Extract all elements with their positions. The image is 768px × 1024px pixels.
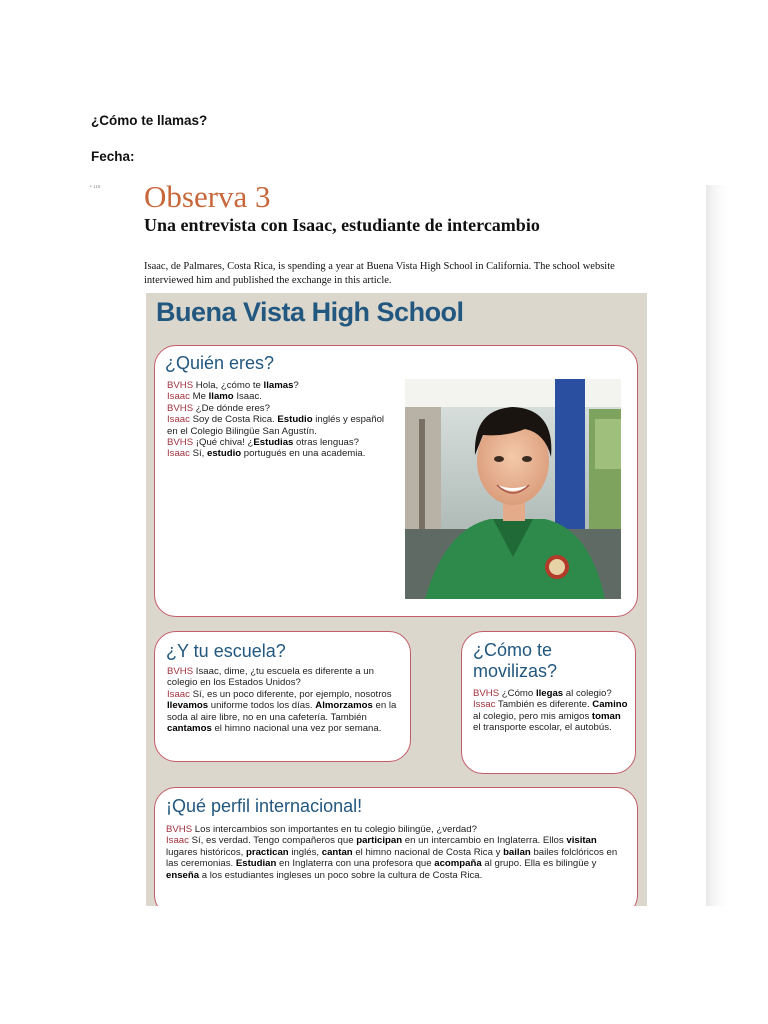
school-name-header: Buena Vista High School [156, 297, 464, 327]
card-como-te-movilizas [461, 631, 636, 774]
article-subtitle: Una entrevista con Isaac, estudiante de intercambio [144, 215, 540, 235]
dialogue-line [473, 699, 628, 733]
dialogue [167, 380, 395, 460]
speaker-label: Isaac [166, 835, 189, 847]
dialogue-line [166, 824, 628, 835]
line-text: Hola, ¿cómo te llamas? [193, 380, 299, 391]
speaker-label: BVHS [167, 666, 194, 677]
card-heading: ¿Quién eres? [165, 353, 275, 373]
speaker-label: BVHS [166, 824, 193, 835]
card-heading: ¡Qué perfil internacional! [166, 796, 363, 816]
dialogue [167, 666, 401, 734]
page-number: • 110 [90, 185, 101, 190]
dialogue-line [167, 448, 395, 459]
intro-paragraph: Isaac, de Palmares, Costa Rica, is spending a year at Buena Vista High School in California. The school website interviewed him and published the exchange in this article. [144, 261, 615, 286]
section-title: Observa 3 [144, 185, 271, 214]
speaker-label: BVHS [167, 437, 194, 449]
card-heading: ¿Y tu escuela? [166, 641, 286, 661]
speaker-label: Issac [473, 699, 496, 711]
dialogue-line [167, 380, 395, 391]
student-portrait-image [405, 379, 621, 599]
dialogue-line [167, 391, 395, 402]
speaker-label: Isaac [167, 688, 190, 700]
line-text: Me llamo Isaac. [189, 391, 262, 403]
school-website-panel [146, 293, 647, 906]
line-text: Los intercambios son importantes en tu colegio bilingüe, ¿verdad? [192, 824, 477, 835]
speaker-label: BVHS [473, 688, 500, 699]
date-label: Fecha: [91, 149, 135, 164]
card-quien-eres [154, 345, 638, 617]
card-perfil-internacional [154, 787, 638, 906]
card-tu-escuela [154, 631, 411, 762]
line-text: ¡Qué chiva! ¿Estudias otras lenguas? [193, 437, 359, 449]
page-shadow-edge [706, 185, 728, 906]
card-heading: ¿Cómo te movilizas? [473, 640, 558, 681]
line-text: Isaac, dime, ¿tu escuela es diferente a un colegio en los Estados Unidos? [167, 666, 374, 689]
speaker-label: BVHS [167, 380, 194, 391]
dialogue-line [167, 689, 401, 735]
dialogue-line [167, 403, 395, 414]
line-text: Soy de Costa Rica. Estudio inglés y español en el Colegio Bilingüe San Agustín. [167, 414, 385, 437]
dialogue-line [167, 414, 395, 437]
student-photo [405, 379, 621, 599]
dialogue [166, 824, 628, 881]
dialogue-line [166, 835, 628, 881]
dialogue-line [167, 437, 395, 448]
dialogue-line [167, 666, 401, 689]
dialogue [473, 688, 628, 734]
question-prompt: ¿Cómo te llamas? [91, 113, 208, 128]
line-text: ¿De dónde eres? [193, 402, 270, 414]
scanned-textbook-page [90, 185, 707, 906]
speaker-label: BVHS [167, 402, 194, 414]
speaker-label: Isaac [167, 448, 190, 460]
line-text: Sí, es verdad. Tengo compañeros que participan en un intercambio en Inglaterra. Ellos visitan lugares históricos, practican inglés, cantan el himno nacional de Costa Rica y bailan bailes folclóricos en las ceremonias. Estudian en Inglaterra con una profesora que acompaña al grupo. Ella es bilingüe y enseña a los estudiantes ingleses un poco sobre la cultura de Costa Rica. [166, 835, 618, 881]
line-text: Sí, estudio portugués en una academia. [189, 448, 366, 460]
line-text: También es diferente. Camino al colegio, pero mis amigos toman el transporte escolar, el autobús. [473, 699, 628, 734]
line-text: ¿Cómo llegas al colegio? [499, 688, 612, 699]
speaker-label: Isaac [167, 391, 190, 403]
speaker-label: Isaac [167, 414, 190, 426]
line-text: Sí, es un poco diferente, por ejemplo, nosotros llevamos uniforme todos los días. Almorzamos en la soda al aire libre, no en una cafetería. También cantamos el himno nacional una vez por semana. [167, 688, 397, 735]
dialogue-line [473, 688, 628, 699]
